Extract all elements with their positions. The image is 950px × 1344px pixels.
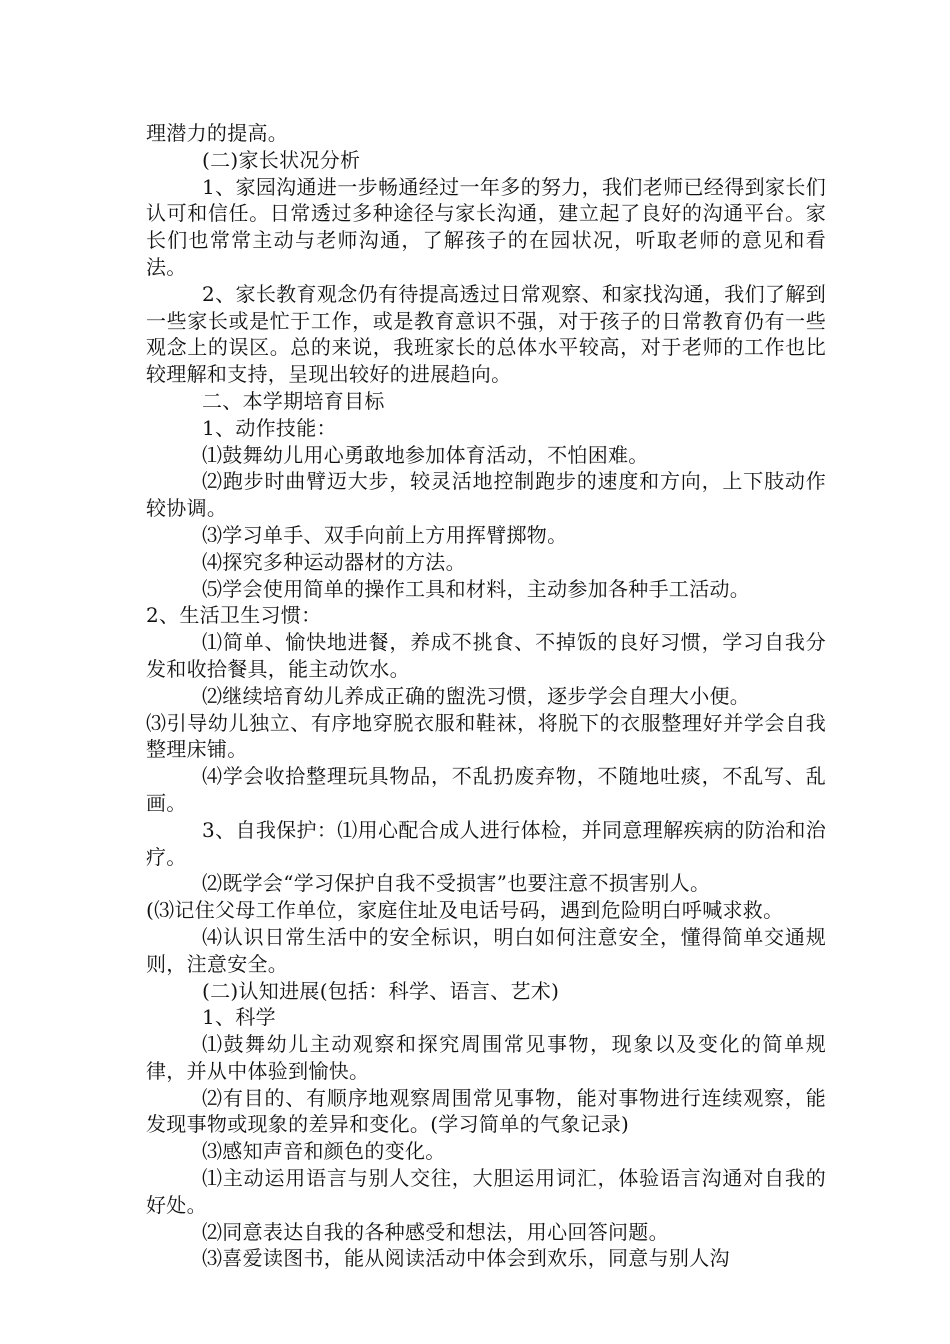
paragraph-12: 2、生活卫生习惯： [146,603,322,628]
paragraph-17: 3、自我保护：⑴用心配合成人进行体检，并同意理解疾病的防治和治疗。 [146,817,826,869]
paragraph-7: ⑴鼓舞幼儿用心勇敢地参加体育活动，不怕困难。 [202,442,649,467]
paragraph-24: ⑵有目的、有顺序地观察周围常见事物，能对事物进行连续观察，能发现事物或现象的差异和变化。(学习简单的气象记录) [146,1085,826,1137]
paragraph-20: ⑷认识日常生活中的安全标识，明白如何注意安全，懂得简单交通规则，注意安全。 [146,924,826,976]
paragraph-2: (二)家长状况分析 [202,147,361,172]
paragraph-28: ⑶喜爱读图书，能从阅读活动中体会到欢乐，同意与别人沟 [202,1246,730,1271]
paragraph-5: 二、本学期培育目标 [202,388,385,413]
paragraph-8: ⑵跑步时曲臂迈大步，较灵活地控制跑步的速度和方向，上下肢动作较协调。 [146,469,826,521]
paragraph-13: ⑴简单、愉快地进餐，养成不挑食、不掉饭的良好习惯，学习自我分发和收拾餐具，能主动饮水。 [146,630,826,681]
paragraph-16: ⑷学会收拾整理玩具物品，不乱扔废弃物，不随地吐痰，不乱写、乱画。 [146,764,826,815]
paragraph-10: ⑷探究多种运动器材的方法。 [202,549,466,574]
document-body [146,120,826,1272]
paragraph-27: ⑵同意表达自我的各种感受和想法，用心回答问题。 [202,1219,669,1244]
paragraph-25: ⑶感知声音和颜色的变化。 [202,1139,446,1164]
paragraph-11: ⑸学会使用简单的操作工具和材料，主动参加各种手工活动。 [202,576,751,601]
paragraph-21: (二)认知进展(包括：科学、语言、艺术) [202,978,560,1003]
paragraph-9: ⑶学习单手、双手向前上方用挥臂掷物。 [202,522,568,547]
paragraph-18: ⑵既学会“学习保护自我不受损害”也要注意不损害别人。 [202,871,711,896]
paragraph-1: 理潜力的提高。 [146,121,289,145]
paragraph-19: (⑶记住父母工作单位，家庭住址及电话号码，遇到危险明白呼喊求救。 [146,898,784,923]
paragraph-22: 1、科学 [202,1005,276,1030]
paragraph-15: ⑶引导幼儿独立、有序地穿脱衣服和鞋袜，将脱下的衣服整理好并学会自我整理床铺。 [146,710,826,762]
paragraph-23: ⑴鼓舞幼儿主动观察和探究周围常见事物，现象以及变化的简单规律，并从中体验到愉快。 [146,1032,826,1083]
paragraph-14: ⑵继续培育幼儿养成正确的盥洗习惯，逐步学会自理大小便。 [202,683,751,708]
paragraph-26: ⑴主动运用语言与别人交往，大胆运用词汇，体验语言沟通对自我的好处。 [146,1166,826,1217]
paragraph-6: 1、动作技能： [202,415,337,440]
paragraph-3: 1、家园沟通进一步畅通经过一年多的努力，我们老师已经得到家长们认可和信任。日常透过多种途径与家长沟通，建立起了良好的沟通平台。家长们也常常主动与老师沟通，了解孩子的在园状况，听取老师的意见和看法。 [146,174,826,279]
paragraph-4: 2、家长教育观念仍有待提高透过日常观察、和家找沟通，我们了解到一些家长或是忙于工作，或是教育意识不强，对于孩子的日常教育仍有一些观念上的误区。总的来说，我班家长的总体水平较高，对于老师的工作也比较理解和支持，呈现出较好的进展趋向。 [146,281,826,387]
